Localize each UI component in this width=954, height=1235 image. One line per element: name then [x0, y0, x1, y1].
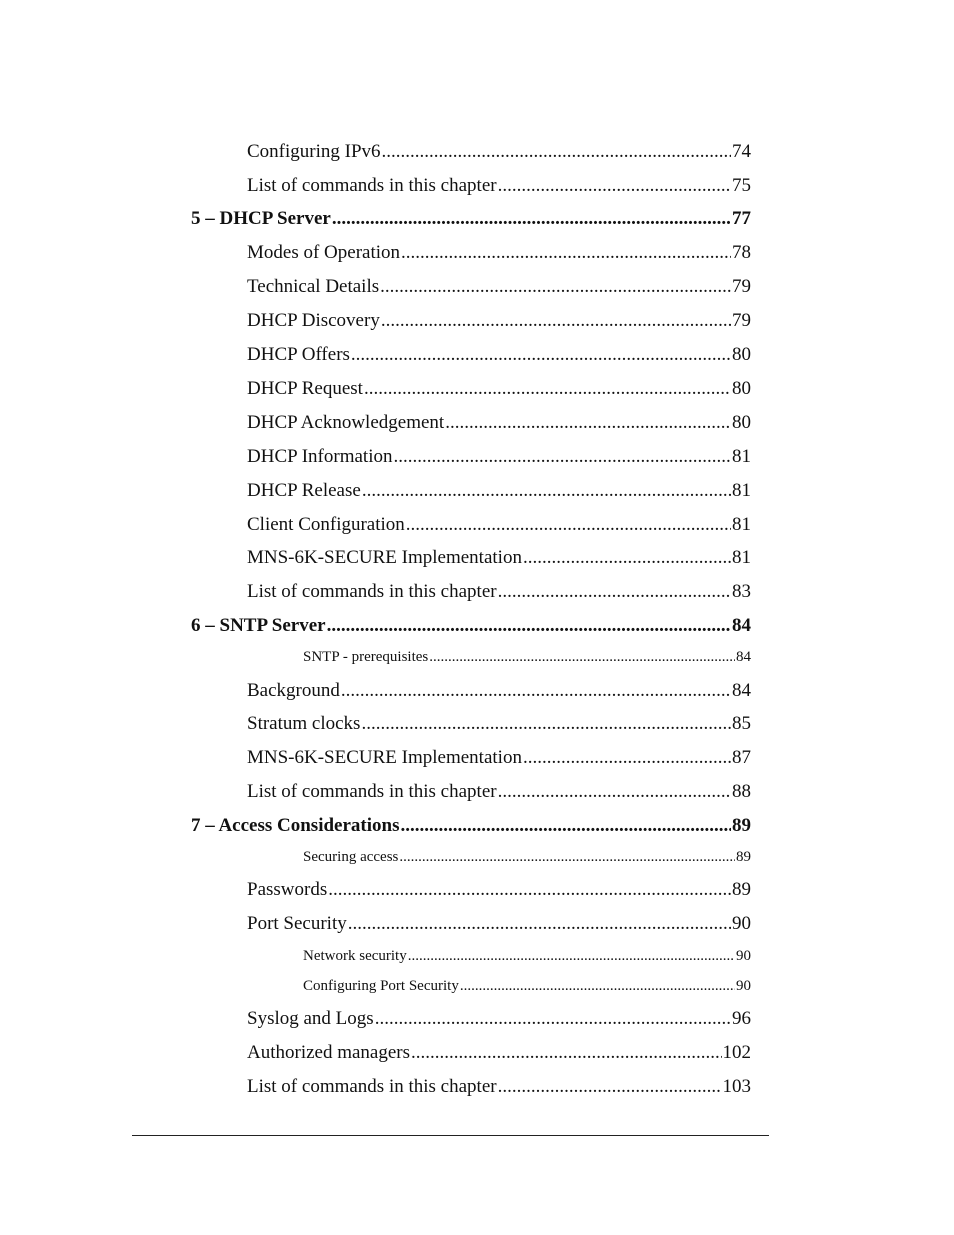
dot-leader — [380, 276, 731, 298]
toc-entry-page: 90 — [736, 978, 751, 994]
toc-entry-page: 80 — [732, 412, 751, 433]
toc-entry-page: 78 — [732, 242, 751, 263]
dot-leader — [460, 978, 735, 995]
toc-entry-page: 79 — [732, 276, 751, 297]
toc-entry-page: 87 — [732, 747, 751, 768]
toc-entry[interactable] — [247, 310, 751, 332]
toc-entry-title: Configuring IPv6 — [247, 141, 381, 162]
toc-entry-page: 81 — [732, 446, 751, 467]
toc-entry[interactable] — [247, 747, 751, 769]
toc-entry-page: 90 — [736, 948, 751, 964]
toc-entry[interactable] — [247, 547, 751, 569]
dot-leader — [498, 1076, 722, 1098]
toc-subentry[interactable] — [303, 849, 751, 866]
toc-entry[interactable] — [247, 514, 751, 536]
toc-entry-page: 90 — [732, 913, 751, 934]
footer-rule — [132, 1135, 769, 1136]
toc-entry-title: 7 – Access Considerations — [191, 815, 400, 836]
toc-entry-page: 84 — [732, 680, 751, 701]
toc-entry-title: Stratum clocks — [247, 713, 361, 734]
dot-leader — [381, 310, 731, 332]
toc-entry-page: 96 — [732, 1008, 751, 1029]
toc-entry-title: Authorized managers — [247, 1042, 411, 1063]
toc-entry[interactable] — [247, 913, 751, 935]
dot-leader — [332, 208, 731, 230]
dot-leader — [408, 948, 735, 965]
dot-leader — [362, 480, 731, 502]
dot-leader — [382, 141, 731, 163]
toc-entry-page: 83 — [732, 581, 751, 602]
toc-subentry[interactable] — [303, 948, 751, 965]
toc-entry-page: 84 — [736, 649, 751, 665]
toc-entry[interactable] — [247, 141, 751, 163]
toc-entry-page: 89 — [732, 879, 751, 900]
toc-entry[interactable] — [247, 1076, 751, 1098]
dot-leader — [375, 1008, 731, 1030]
toc-entry-title: Technical Details — [247, 276, 380, 297]
dot-leader — [401, 242, 731, 264]
toc-entry-title: Port Security — [247, 913, 347, 934]
dot-leader — [341, 680, 731, 702]
toc-entry-title: DHCP Offers — [247, 344, 350, 365]
dot-leader — [400, 815, 731, 837]
toc-entry[interactable] — [247, 713, 751, 735]
dot-leader — [411, 1042, 721, 1064]
dot-leader — [406, 514, 731, 536]
toc-entry-title: 5 – DHCP Server — [191, 208, 331, 229]
toc-entry-title: Syslog and Logs — [247, 1008, 374, 1029]
toc-entry-title: Client Configuration — [247, 514, 405, 535]
toc-entry-page: 81 — [732, 514, 751, 535]
toc-entry-page: 79 — [732, 310, 751, 331]
toc-entry-title: DHCP Release — [247, 480, 361, 501]
toc-entry-title: List of commands in this chapter — [247, 175, 497, 196]
toc-entry[interactable] — [247, 1008, 751, 1030]
toc-entry[interactable] — [247, 480, 751, 502]
toc-entry-title: Configuring Port Security — [303, 978, 459, 994]
toc-entry[interactable] — [247, 781, 751, 803]
toc-entry[interactable] — [247, 242, 751, 264]
dot-leader — [364, 378, 731, 400]
dot-leader — [498, 581, 731, 603]
toc-chapter-entry[interactable] — [191, 208, 751, 230]
dot-leader — [523, 547, 731, 569]
toc-entry-title: 6 – SNTP Server — [191, 615, 326, 636]
toc-entry-title: List of commands in this chapter — [247, 581, 497, 602]
toc-entry-title: SNTP - prerequisites — [303, 649, 429, 665]
dot-leader — [498, 781, 731, 803]
dot-leader — [523, 747, 731, 769]
toc-entry[interactable] — [247, 378, 751, 400]
toc-entry-title: Background — [247, 680, 340, 701]
dot-leader — [351, 344, 731, 366]
toc-entry-page: 88 — [732, 781, 751, 802]
dot-leader — [328, 879, 731, 901]
toc-entry-title: DHCP Request — [247, 378, 363, 399]
toc-entry-page: 89 — [736, 849, 751, 865]
toc-entry-title: Passwords — [247, 879, 328, 900]
dot-leader — [327, 615, 731, 637]
dot-leader — [399, 849, 735, 866]
toc-entry-page: 85 — [732, 713, 751, 734]
dot-leader — [498, 175, 731, 197]
toc-entry-title: DHCP Acknowledgement — [247, 412, 445, 433]
toc-entry[interactable] — [247, 879, 751, 901]
dot-leader — [348, 913, 731, 935]
toc-entry-title: DHCP Discovery — [247, 310, 380, 331]
toc-entry[interactable] — [247, 412, 751, 434]
toc-subentry[interactable] — [303, 978, 751, 995]
toc-entry-page: 84 — [732, 615, 751, 636]
toc-entry-page: 77 — [732, 208, 751, 229]
dot-leader — [393, 446, 731, 468]
toc-entry-page: 80 — [732, 344, 751, 365]
toc-entry-page: 81 — [732, 547, 751, 568]
toc-entry-page: 81 — [732, 480, 751, 501]
toc-entry[interactable] — [247, 581, 751, 603]
toc-entry-page: 89 — [732, 815, 751, 836]
toc-subentry[interactable] — [303, 649, 751, 666]
toc-entry[interactable] — [247, 680, 751, 702]
toc-entry-title: Network security — [303, 948, 407, 964]
dot-leader — [445, 412, 731, 434]
toc-entry-title: DHCP Information — [247, 446, 393, 467]
toc-entry[interactable] — [247, 1042, 751, 1064]
toc-entry-title: Securing access — [303, 849, 399, 865]
dot-leader — [361, 713, 731, 735]
toc-entry-page: 74 — [732, 141, 751, 162]
toc-entry-page: 75 — [732, 175, 751, 196]
toc-entry-title: List of commands in this chapter — [247, 781, 497, 802]
toc-entry-page: 103 — [722, 1076, 751, 1097]
toc-entry[interactable] — [247, 175, 751, 197]
dot-leader — [429, 649, 735, 666]
toc-chapter-entry[interactable] — [191, 615, 751, 637]
toc-entry-title: List of commands in this chapter — [247, 1076, 497, 1097]
toc-entry[interactable] — [247, 276, 751, 298]
toc-entry[interactable] — [247, 344, 751, 366]
toc-chapter-entry[interactable] — [191, 815, 751, 837]
toc-entry-page: 80 — [732, 378, 751, 399]
toc-entry[interactable] — [247, 446, 751, 468]
toc-entry-title: MNS-6K-SECURE Implementation — [247, 547, 522, 568]
toc-entry-title: Modes of Operation — [247, 242, 401, 263]
toc-entry-title: MNS-6K-SECURE Implementation — [247, 747, 522, 768]
toc-entry-page: 102 — [722, 1042, 751, 1063]
